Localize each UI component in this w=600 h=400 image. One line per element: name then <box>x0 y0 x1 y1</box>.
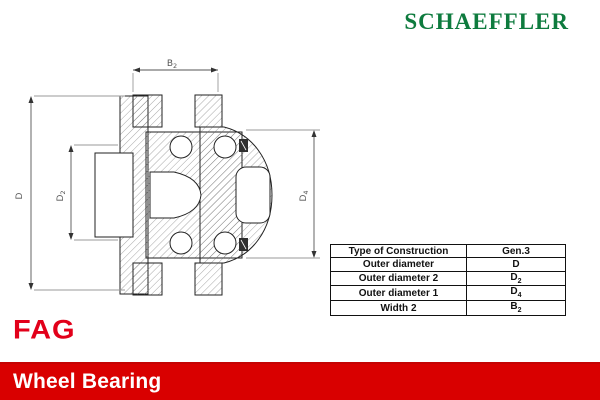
wheel-stud-top <box>133 95 162 127</box>
spec-row <box>331 258 566 271</box>
b2-dimension <box>133 59 218 92</box>
outer-flange-top <box>195 95 222 127</box>
spec-label: Type of Construction <box>331 245 467 258</box>
spec-label: Outer diameter 1 <box>331 286 467 301</box>
bearing-section <box>95 95 272 295</box>
spec-value: $D_2$ <box>467 271 566 286</box>
spec-table <box>330 244 566 316</box>
spec-value: Gen.3 <box>467 245 566 258</box>
pilot-cylinder <box>95 153 133 237</box>
spec-value: $B_2$ <box>467 301 566 316</box>
footer-bar <box>0 362 600 400</box>
spec-value: D <box>467 258 566 271</box>
spec-value: $D_4$ <box>467 286 566 301</box>
schaeffler-logo: SCHAEFFLER <box>404 9 569 34</box>
bearing-ball <box>170 136 192 158</box>
spec-label: Outer diameter 2 <box>331 271 467 286</box>
bearing-ball <box>214 232 236 254</box>
technical-drawing <box>0 50 340 310</box>
spec-row <box>331 301 566 316</box>
spec-label: Width 2 <box>331 301 467 316</box>
d4-label: $D_4$ <box>299 190 310 202</box>
fag-logo: FAG <box>13 315 76 345</box>
d-label: D <box>15 192 25 200</box>
spec-label: Outer diameter <box>331 258 467 271</box>
hub-nose <box>236 167 270 223</box>
outer-flange-bottom <box>195 263 222 295</box>
spec-row <box>331 245 566 258</box>
d2-label: $D_2$ <box>56 190 67 202</box>
wheel-stud-bottom <box>133 263 162 295</box>
spec-row <box>331 271 566 286</box>
spec-row <box>331 286 566 301</box>
bearing-ball <box>214 136 236 158</box>
bearing-ball <box>170 232 192 254</box>
b2-label: $B_2$ <box>166 59 178 70</box>
page-title: Wheel Bearing <box>13 370 162 393</box>
